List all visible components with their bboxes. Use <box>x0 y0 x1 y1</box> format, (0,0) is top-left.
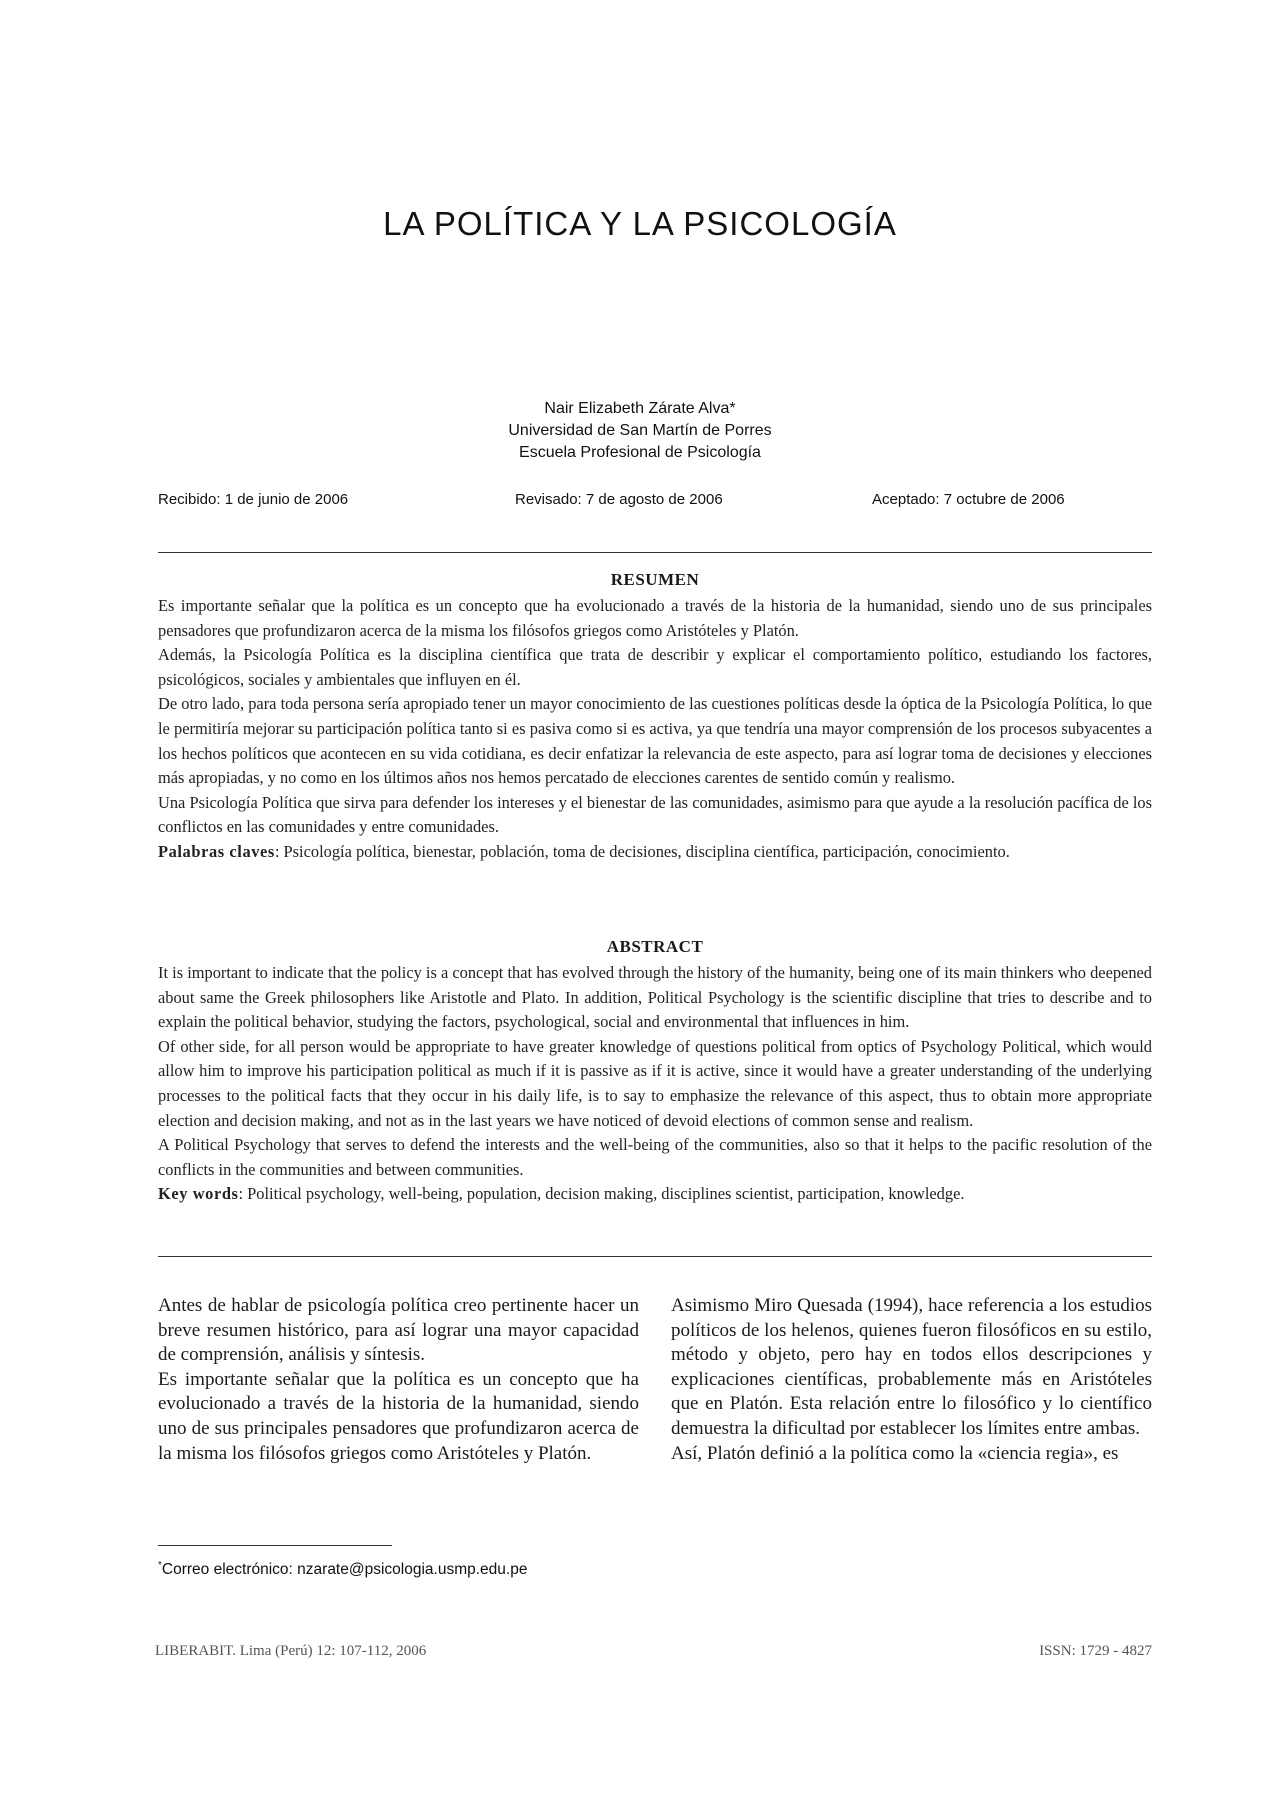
resumen-keywords <box>158 840 1152 865</box>
abstract-body <box>158 961 1152 1207</box>
abstract-paragraph: A Political Psychology that serves to defend the interests and the well-being of the communities, also so that it helps to the pacific resolution of the conflicts in the communities and between communities. <box>158 1135 1152 1179</box>
author-school: Escuela Profesional de Psicología <box>519 444 761 461</box>
bottom-divider <box>158 1256 1152 1257</box>
abstract-heading: ABSTRACT <box>606 937 704 956</box>
paper-title: LA POLÍTICA Y LA PSICOLOGÍA <box>383 205 897 242</box>
abstract-paragraph: It is important to indicate that the policy is a concept that has evolved through the history of the humanity, being one of its main thinkers who deepened about same the Greek philosophers like Aristotle and Plato. In addition, Political Psychology is the scientific discipline that tries to describe and to explain the political behavior, studying the factors, psychological, social and environmental that influences in him. <box>158 963 1152 1032</box>
abstract-paragraph: Of other side, for all person would be appropriate to have greater knowledge of questions political from optics of Psychology Political, which would allow him to improve his participation political as much if it is passive as if it is active, since it would have a greater understanding of the underlying processes to the political facts that they occur in his daily life, is to say to emphasize the relevance of this aspect, thus to obtain more appropriate election and decision making, and not as in the last years we have noticed of devoid elections of common sense and realism. <box>158 1036 1152 1130</box>
author-name: Nair Elizabeth Zárate Alva* <box>544 400 736 417</box>
footnote-marker: * <box>158 1560 162 1571</box>
resumen-keywords-text: : Psicología política, bienestar, población, toma de decisiones, disciplina científica, participación, conocimiento. <box>274 841 1010 861</box>
body-paragraph: Antes de hablar de psicología política creo pertinente hacer un breve resumen histórico, para así lograr una mayor capacidad de comprensión, análisis y síntesis. <box>158 1295 639 1366</box>
footnote-divider <box>158 1545 392 1546</box>
body-column-left <box>158 1294 639 1466</box>
footnote-text: Correo electrónico: nzarate@psicologia.usmp.edu.pe <box>161 1561 528 1579</box>
date-received: Recibido: 1 de junio de 2006 <box>158 491 349 508</box>
date-revised: Revisado: 7 de agosto de 2006 <box>515 491 723 508</box>
resumen-paragraph: Además, la Psicología Política es la disciplina científica que trata de describir y explicar el comportamiento político, estudiando los factores, psicológicos, sociales y ambientales que influyen en él. <box>158 645 1152 689</box>
body-paragraph: Asimismo Miro Quesada (1994), hace referencia a los estudios políticos de los helenos, quienes fueron filosóficos en su estilo, método y objeto, pero hay en todos ellos descripciones y explicaciones científicas, probablemente más en Aristóteles que en Platón. Esta relación entre lo filosófico y lo científico demuestra la dificultad por establecer los límites entre ambas. <box>671 1295 1152 1439</box>
resumen-body <box>158 594 1152 865</box>
body-paragraph: Así, Platón definió a la política como la «ciencia regia», es <box>671 1442 1119 1464</box>
resumen-paragraph: De otro lado, para toda persona sería apropiado tener un mayor conocimiento de las cuestiones políticas desde la óptica de la Psicología Política, lo que le permitiría mejorar su participación política tanto si es pasiva como si es activa, ya que tendría una mayor comprensión de los procesos subyacentes a los hechos políticos que acontecen en su vida cotidiana, es decir enfatizar la relevancia de este aspecto, para así lograr toma de decisiones y elecciones más apropiadas, y no como en los últimos años nos hemos percatado de elecciones carentes de sentido común y realismo. <box>158 694 1152 788</box>
body-column-right <box>671 1294 1152 1466</box>
resumen-heading: RESUMEN <box>610 570 700 589</box>
resumen-keywords-label: Palabras claves <box>158 841 275 861</box>
body-paragraph: Es importante señalar que la política es un concepto que ha evolucionado a través de la historia de la humanidad, siendo uno de sus principales pensadores que profundizaron acerca de la misma los filósofos griegos como Aristóteles y Platón. <box>158 1368 639 1464</box>
abstract-keywords-label: Key words <box>158 1184 239 1204</box>
footer-issn: ISSN: 1729 - 4827 <box>1039 1643 1152 1659</box>
author-block <box>0 398 1280 464</box>
resumen-paragraph: Una Psicología Política que sirva para defender los intereses y el bienestar de las comunidades, asimismo para que ayude a la resolución pacífica de los conflictos en las comunidades y entre comunidades. <box>158 792 1152 837</box>
abstract-keywords-text: : Political psychology, well-being, population, decision making, disciplines scientist, participation, knowledge. <box>238 1184 965 1204</box>
top-divider <box>158 552 1152 553</box>
author-institution: Universidad de San Martín de Porres <box>508 422 772 439</box>
footer-citation: LIBERABIT. Lima (Perú) 12: 107-112, 2006 <box>155 1643 427 1659</box>
footnote <box>158 1560 527 1579</box>
date-accepted: Aceptado: 7 octubre de 2006 <box>872 491 1065 508</box>
abstract-keywords <box>158 1182 1152 1207</box>
resumen-paragraph: Es importante señalar que la política es un concepto que ha evolucionado a través de la historia de la humanidad, siendo uno de sus principales pensadores que profundizaron acerca de la misma los filósofos griegos como Aristóteles y Platón. <box>158 596 1152 640</box>
